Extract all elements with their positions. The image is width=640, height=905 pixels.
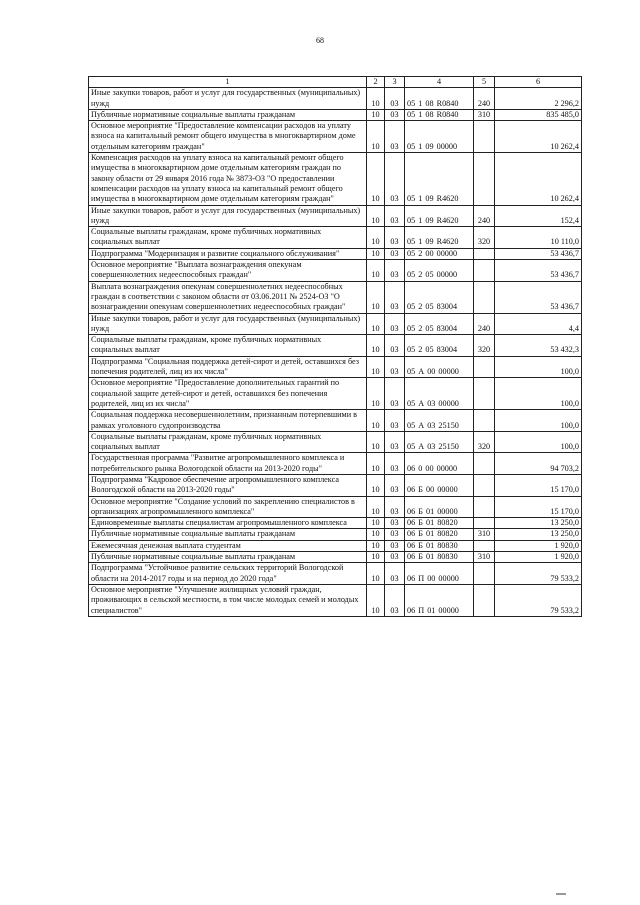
row-section: 10 <box>367 335 385 357</box>
table-header-row <box>89 77 582 88</box>
table-row <box>89 474 582 496</box>
row-expense-type: 320 <box>474 335 495 357</box>
row-section: 10 <box>367 356 385 378</box>
row-target-code: 06 Б 01 80830 <box>405 552 474 563</box>
row-subsection: 03 <box>385 518 405 529</box>
table-row <box>89 153 582 205</box>
row-section: 10 <box>367 248 385 259</box>
row-expense-type <box>474 410 495 432</box>
row-description: Иные закупки товаров, работ и услуг для государственных (муниципальных) нужд <box>89 205 367 227</box>
row-subsection: 03 <box>385 410 405 432</box>
row-amount: 79 533,2 <box>495 584 582 616</box>
row-expense-type <box>474 584 495 616</box>
row-expense-type: 240 <box>474 313 495 335</box>
row-subsection: 03 <box>385 563 405 585</box>
table-row <box>89 281 582 313</box>
row-target-code: 05 1 09 R4620 <box>405 205 474 227</box>
row-description: Социальные выплаты гражданам, кроме публичных нормативных социальных выплат <box>89 431 367 453</box>
row-target-code: 06 Б 01 00000 <box>405 496 474 518</box>
row-section: 10 <box>367 205 385 227</box>
row-expense-type <box>474 153 495 205</box>
table-row <box>89 529 582 540</box>
table-row <box>89 205 582 227</box>
row-subsection: 03 <box>385 205 405 227</box>
row-description: Подпрограмма "Кадровое обеспечение агропромышленного комплекса Вологодской области на 2013-2020 годы" <box>89 474 367 496</box>
row-subsection: 03 <box>385 356 405 378</box>
table-row <box>89 518 582 529</box>
row-amount: 835 485,0 <box>495 109 582 120</box>
column-header: 4 <box>405 77 474 88</box>
table-row <box>89 378 582 410</box>
table-row <box>89 540 582 551</box>
row-target-code: 05 1 08 R0840 <box>405 109 474 120</box>
row-subsection: 03 <box>385 121 405 153</box>
row-target-code: 06 Б 01 80830 <box>405 540 474 551</box>
budget-table <box>88 76 582 617</box>
row-description: Выплата вознаграждения опекунам совершеннолетних недееспособных граждан в соответствии с законом области от 03.06.2011 № 2524-ОЗ "О вознаграждении опекунам совершеннолетних недееспособных граждан" <box>89 281 367 313</box>
row-description: Социальные выплаты гражданам, кроме публичных нормативных социальных выплат <box>89 335 367 357</box>
row-subsection: 03 <box>385 552 405 563</box>
row-expense-type <box>474 378 495 410</box>
row-amount: 2 296,2 <box>495 88 582 110</box>
row-section: 10 <box>367 474 385 496</box>
row-target-code: 05 А 03 25150 <box>405 431 474 453</box>
row-subsection: 03 <box>385 496 405 518</box>
row-section: 10 <box>367 313 385 335</box>
row-expense-type: 310 <box>474 529 495 540</box>
table-row <box>89 410 582 432</box>
row-amount: 100,0 <box>495 378 582 410</box>
row-target-code: 05 А 00 00000 <box>405 356 474 378</box>
row-subsection: 03 <box>385 109 405 120</box>
row-section: 10 <box>367 540 385 551</box>
row-target-code: 05 2 05 83004 <box>405 335 474 357</box>
table-row <box>89 496 582 518</box>
row-description: Публичные нормативные социальные выплаты гражданам <box>89 529 367 540</box>
table-row <box>89 260 582 282</box>
table-row <box>89 431 582 453</box>
row-section: 10 <box>367 378 385 410</box>
row-amount: 10 262,4 <box>495 121 582 153</box>
row-target-code: 06 П 01 00000 <box>405 584 474 616</box>
row-section: 10 <box>367 453 385 475</box>
row-target-code: 06 Б 00 00000 <box>405 474 474 496</box>
row-amount: 94 703,2 <box>495 453 582 475</box>
row-section: 10 <box>367 529 385 540</box>
row-section: 10 <box>367 431 385 453</box>
row-description: Основное мероприятие "Предоставление компенсации расходов на уплату взноса на капитальный ремонт общего имущества в многоквартирном доме отдельным категориям граждан" <box>89 121 367 153</box>
row-section: 10 <box>367 518 385 529</box>
row-description: Подпрограмма "Социальная поддержка детей-сирот и детей, оставшихся без попечения родителей, лиц из их числа" <box>89 356 367 378</box>
row-amount: 100,0 <box>495 410 582 432</box>
row-description: Основное мероприятие "Предоставление дополнительных гарантий по социальной защите детей-сирот и детей, оставшихся без попечения родителей, лиц из их числа" <box>89 378 367 410</box>
row-section: 10 <box>367 88 385 110</box>
row-description: Основное мероприятие "Улучшение жилищных условий граждан, проживающих в сельской местности, в том числе молодых семей и молодых специалистов" <box>89 584 367 616</box>
row-section: 10 <box>367 281 385 313</box>
row-amount: 100,0 <box>495 356 582 378</box>
row-description: Ежемесячная денежная выплата студентам <box>89 540 367 551</box>
table-row <box>89 313 582 335</box>
column-header: 2 <box>367 77 385 88</box>
row-subsection: 03 <box>385 153 405 205</box>
table-row <box>89 584 582 616</box>
row-expense-type: 240 <box>474 205 495 227</box>
row-amount: 1 920,0 <box>495 540 582 551</box>
row-target-code: 06 Б 01 80820 <box>405 518 474 529</box>
row-expense-type <box>474 474 495 496</box>
row-description: Социальные выплаты гражданам, кроме публичных нормативных социальных выплат <box>89 227 367 249</box>
row-expense-type <box>474 540 495 551</box>
row-amount: 53 436,7 <box>495 248 582 259</box>
row-expense-type: 320 <box>474 227 495 249</box>
column-header: 5 <box>474 77 495 88</box>
row-target-code: 05 1 09 R4620 <box>405 153 474 205</box>
row-section: 10 <box>367 121 385 153</box>
row-subsection: 03 <box>385 431 405 453</box>
row-description: Социальная поддержка несовершеннолетним, признанным потерпевшими в рамках уголовного судопроизводства <box>89 410 367 432</box>
row-amount: 53 436,7 <box>495 260 582 282</box>
row-target-code: 05 А 03 25150 <box>405 410 474 432</box>
row-amount: 10 262,4 <box>495 153 582 205</box>
row-target-code: 05 1 09 00000 <box>405 121 474 153</box>
row-target-code: 05 А 03 00000 <box>405 378 474 410</box>
row-section: 10 <box>367 227 385 249</box>
row-expense-type <box>474 281 495 313</box>
row-expense-type <box>474 356 495 378</box>
row-description: Основное мероприятие "Создание условий по закреплению специалистов в организациях агропромышленного комплекса" <box>89 496 367 518</box>
row-subsection: 03 <box>385 378 405 410</box>
row-section: 10 <box>367 410 385 432</box>
row-amount: 10 110,0 <box>495 227 582 249</box>
row-amount: 13 250,0 <box>495 529 582 540</box>
row-subsection: 03 <box>385 453 405 475</box>
row-amount: 1 920,0 <box>495 552 582 563</box>
row-section: 10 <box>367 260 385 282</box>
row-target-code: 06 Б 01 80820 <box>405 529 474 540</box>
table-row <box>89 248 582 259</box>
row-amount: 13 250,0 <box>495 518 582 529</box>
row-expense-type <box>474 518 495 529</box>
row-description: Основное мероприятие "Выплата вознаграждения опекунам совершеннолетних недееспособных граждан" <box>89 260 367 282</box>
row-target-code: 05 2 00 00000 <box>405 248 474 259</box>
row-target-code: 05 2 05 83004 <box>405 313 474 335</box>
row-amount: 4,4 <box>495 313 582 335</box>
row-description: Подпрограмма "Модернизация и развитие социального обслуживания" <box>89 248 367 259</box>
row-description: Единовременные выплаты специалистам агропромышленного комплекса <box>89 518 367 529</box>
row-expense-type <box>474 121 495 153</box>
table-body <box>89 88 582 617</box>
page-number: 68 <box>316 36 324 45</box>
row-expense-type: 240 <box>474 88 495 110</box>
row-target-code: 06 0 00 00000 <box>405 453 474 475</box>
row-target-code: 05 2 05 00000 <box>405 260 474 282</box>
row-subsection: 03 <box>385 227 405 249</box>
row-amount: 15 170,0 <box>495 496 582 518</box>
row-section: 10 <box>367 496 385 518</box>
row-subsection: 03 <box>385 540 405 551</box>
row-amount: 15 170,0 <box>495 474 582 496</box>
row-amount: 53 436,7 <box>495 281 582 313</box>
row-target-code: 06 П 00 00000 <box>405 563 474 585</box>
row-section: 10 <box>367 584 385 616</box>
column-header: 6 <box>495 77 582 88</box>
table-row <box>89 121 582 153</box>
row-target-code: 05 1 09 R4620 <box>405 227 474 249</box>
row-subsection: 03 <box>385 529 405 540</box>
row-subsection: 03 <box>385 88 405 110</box>
row-target-code: 05 1 08 R0840 <box>405 88 474 110</box>
row-amount: 53 432,3 <box>495 335 582 357</box>
table-row <box>89 335 582 357</box>
table-row <box>89 552 582 563</box>
row-amount: 79 533,2 <box>495 563 582 585</box>
row-expense-type: 310 <box>474 109 495 120</box>
row-subsection: 03 <box>385 474 405 496</box>
row-description: Публичные нормативные социальные выплаты гражданам <box>89 109 367 120</box>
table-row <box>89 356 582 378</box>
table-row <box>89 453 582 475</box>
row-subsection: 03 <box>385 260 405 282</box>
row-amount: 152,4 <box>495 205 582 227</box>
row-subsection: 03 <box>385 584 405 616</box>
row-description: Компенсация расходов на уплату взноса на капитальный ремонт общего имущества в многоквартирном доме отдельным категориям граждан по закону области от 29 января 2016 года № 3873-ОЗ "О предоставлении компенсации расходов на уплату взноса на капитальный ремонт общего имущества в многоквартирном доме отдельным категориям граждан" <box>89 153 367 205</box>
row-subsection: 03 <box>385 281 405 313</box>
table-row <box>89 227 582 249</box>
row-subsection: 03 <box>385 335 405 357</box>
row-section: 10 <box>367 552 385 563</box>
row-expense-type <box>474 496 495 518</box>
row-expense-type <box>474 260 495 282</box>
row-subsection: 03 <box>385 313 405 335</box>
table-row <box>89 88 582 110</box>
row-subsection: 03 <box>385 248 405 259</box>
table-row <box>89 563 582 585</box>
row-description: Подпрограмма "Устойчивое развитие сельских территорий Вологодской области на 2014-2017 годы и на период до 2020 года" <box>89 563 367 585</box>
row-section: 10 <box>367 563 385 585</box>
column-header: 1 <box>89 77 367 88</box>
column-header: 3 <box>385 77 405 88</box>
row-expense-type: 310 <box>474 552 495 563</box>
row-description: Иные закупки товаров, работ и услуг для государственных (муниципальных) нужд <box>89 313 367 335</box>
table-row <box>89 109 582 120</box>
row-amount: 100,0 <box>495 431 582 453</box>
row-description: Публичные нормативные социальные выплаты гражданам <box>89 552 367 563</box>
row-description: Государственная программа "Развитие агропромышленного комплекса и потребительского рынка Вологодской области на 2013-2020 годы" <box>89 453 367 475</box>
row-expense-type: 320 <box>474 431 495 453</box>
row-expense-type <box>474 453 495 475</box>
row-description: Иные закупки товаров, работ и услуг для государственных (муниципальных) нужд <box>89 88 367 110</box>
row-expense-type <box>474 248 495 259</box>
row-section: 10 <box>367 153 385 205</box>
row-section: 10 <box>367 109 385 120</box>
scan-artifact <box>556 893 566 895</box>
row-expense-type <box>474 563 495 585</box>
row-target-code: 05 2 05 83004 <box>405 281 474 313</box>
